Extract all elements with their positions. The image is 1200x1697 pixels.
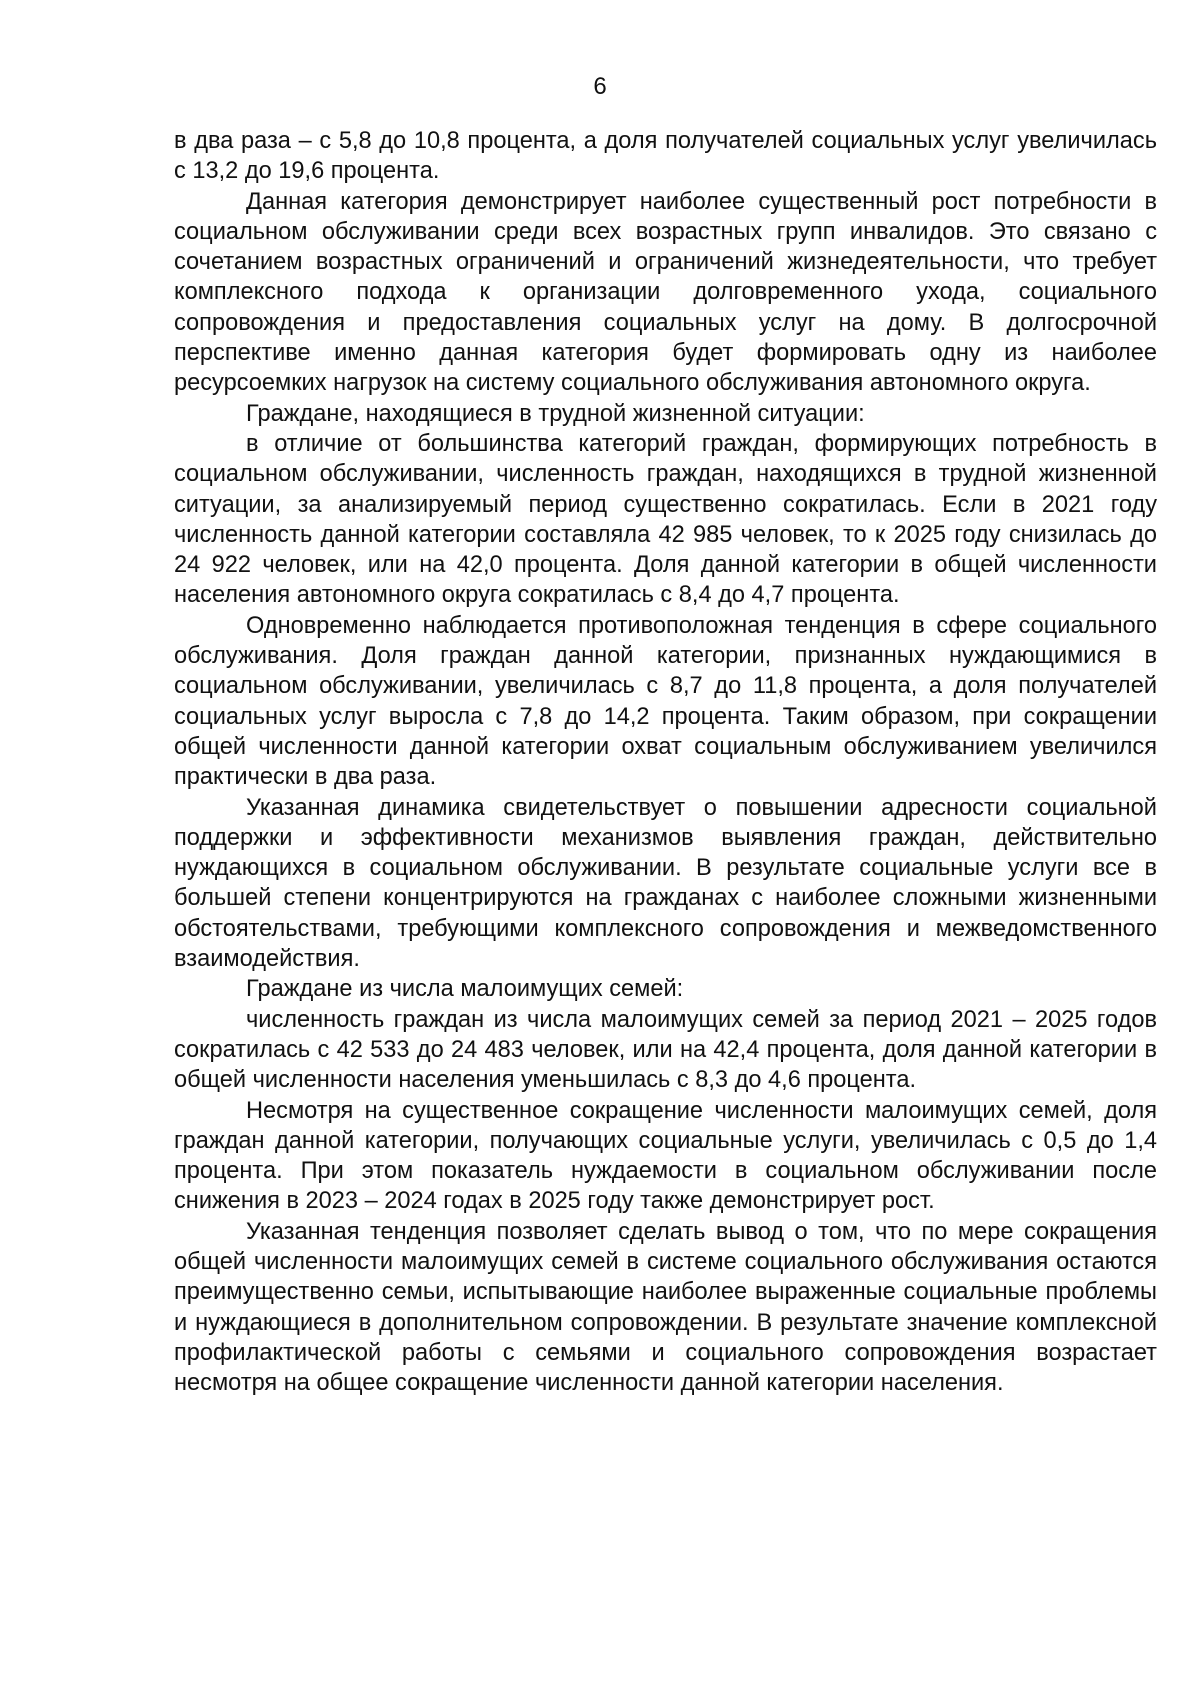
paragraph: Указанная тенденция позволяет сделать вывод о том, что по мере сокращения общей численности малоимущих семей в системе социального обслуживания остаются преимущественно семьи, испытывающие наиболее выраженные социальные проблемы и нуждающиеся в дополнительном сопровождении. В результате значение комплексной профилактической работы с семьями и социального сопровождения возрастает несмотря на общее сокращение численности данной категории населения.: [174, 1218, 1157, 1397]
section-heading: Граждане из числа малоимущих семей:: [246, 976, 684, 1003]
paragraph: в два раза – с 5,8 до 10,8 процента, а доля получателей социальных услуг увеличилась с 13,2 до 19,6 процента.: [174, 128, 1157, 185]
paragraph: в отличие от большинства категорий граждан, формирующих потребность в социальном обслуживании, численность граждан, находящихся в трудной жизненной ситуации, за анализируемый период существенно сократилась. Если в 2021 году численность данной категории составляла 42 985 человек, то к 2025 году снизилась до 24 922 человек, или на 42,0 процента. Доля данной категории в общей численности населения автономного округа сократилась с 8,4 до 4,7 процента.: [174, 430, 1157, 609]
paragraph: численность граждан из числа малоимущих семей за период 2021 – 2025 годов сократилась с 42 533 до 24 483 человек, или на 42,4 процента, доля данной категории в общей численности населения уменьшилась с 8,3 до 4,6 процента.: [174, 1006, 1157, 1094]
page-number: 6: [593, 73, 607, 100]
paragraph: Данная категория демонстрирует наиболее существенный рост потребности в социальном обслуживании среди всех возрастных групп инвалидов. Это связано с сочетанием возрастных ограничений и ограничений жизнедеятельности, что требует комплексного подхода к организации долговременного ухода, социального сопровождения и предоставления социальных услуг на дому. В долгосрочной перспективе именно данная категория будет формировать одну из наиболее ресурсоемких нагрузок на систему социального обслуживания автономного округа.: [174, 188, 1157, 397]
document-body: [174, 126, 1157, 1398]
paragraph: Несмотря на существенное сокращение численности малоимущих семей, доля граждан данной категории, получающих социальные услуги, увеличилась с 0,5 до 1,4 процента. При этом показатель нуждаемости в социальном обслуживании после снижения в 2023 – 2024 годах в 2025 году также демонстрирует рост.: [174, 1097, 1157, 1215]
paragraph: Одновременно наблюдается противоположная тенденция в сфере социального обслуживания. Доля граждан данной категории, признанных нуждающимися в социальном обслуживании, увеличилась с 8,7 до 11,8 процента, а доля получателей социальных услуг выросла с 7,8 до 14,2 процента. Таким образом, при сокращении общей численности данной категории охват социальным обслуживанием увеличился практически в два раза.: [174, 612, 1157, 791]
paragraph: Указанная динамика свидетельствует о повышении адресности социальной поддержки и эффективности механизмов выявления граждан, действительно нуждающихся в социальном обслуживании. В результате социальные услуги все в большей степени концентрируются на гражданах с наиболее сложными жизненными обстоятельствами, требующими комплексного сопровождения и межведомственного взаимодействия.: [174, 794, 1157, 973]
section-heading: Граждане, находящиеся в трудной жизненной ситуации:: [246, 400, 865, 427]
